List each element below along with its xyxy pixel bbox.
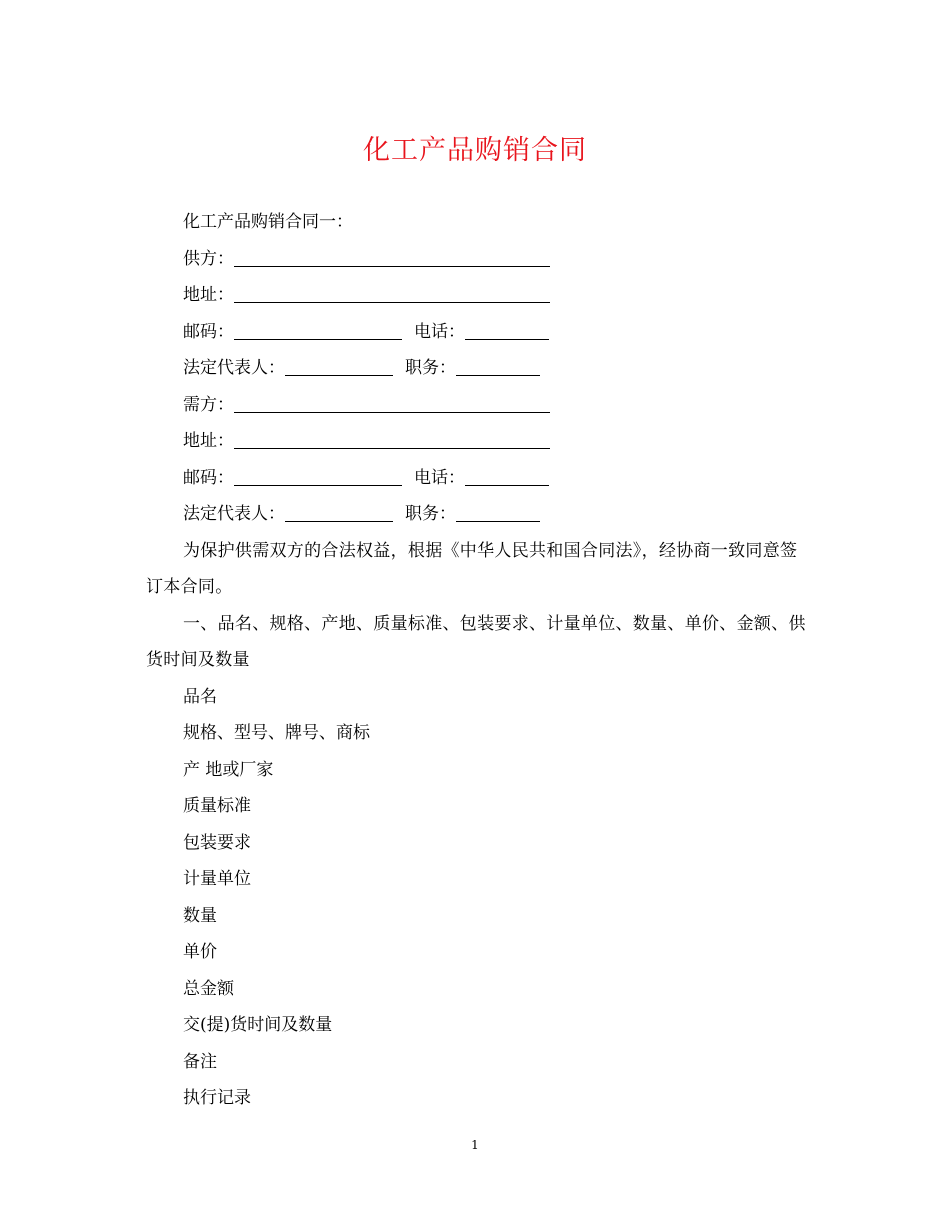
item-line: 包装要求 xyxy=(183,832,251,853)
supplier-contact-row xyxy=(146,314,806,351)
item-line: 计量单位 xyxy=(183,869,251,889)
item-line: 备注 xyxy=(183,1051,217,1072)
document-body xyxy=(146,204,806,1117)
item-line: 数量 xyxy=(183,905,217,926)
item-line: 产 地或厂家 xyxy=(183,759,274,780)
item-line: 品名 xyxy=(183,686,217,707)
supplier-rep-label: 法定代表人： xyxy=(183,358,285,378)
buyer-postcode-blank xyxy=(234,467,402,486)
preamble-paragraph: 为保护供需双方的合法权益，根据《中华人民共和国合同法》，经协商一致同意签订本合同。 xyxy=(146,540,798,597)
buyer-rep-blank xyxy=(285,503,393,522)
buyer-phone-label: 电话： xyxy=(414,467,465,488)
supplier-position-blank xyxy=(456,357,540,376)
buyer-phone-blank xyxy=(465,467,549,486)
item-line: 总金额 xyxy=(183,978,234,999)
supplier-rep-blank xyxy=(285,357,393,376)
buyer-postcode-label: 邮码： xyxy=(183,467,234,488)
supplier-address-row xyxy=(146,277,806,314)
item-line: 交(提)货时间及数量 xyxy=(183,1015,333,1035)
buyer-position-label: 职务： xyxy=(405,504,456,524)
buyer-name-label: 需方： xyxy=(183,394,234,415)
supplier-name-label: 供方： xyxy=(183,248,234,269)
page-number: 1 xyxy=(471,1138,479,1152)
supplier-position-label: 职务： xyxy=(405,358,456,378)
buyer-name-blank xyxy=(234,394,550,413)
buyer-rep-label: 法定代表人： xyxy=(183,504,285,524)
supplier-name-blank xyxy=(234,248,550,267)
supplier-phone-label: 电话： xyxy=(414,321,465,342)
buyer-rep-row xyxy=(146,496,806,533)
item-line: 执行记录 xyxy=(183,1088,251,1108)
supplier-phone-blank xyxy=(465,321,549,340)
supplier-name-row xyxy=(146,241,806,278)
supplier-postcode-blank xyxy=(234,321,402,340)
item-line: 质量标准 xyxy=(183,796,251,816)
item-line: 单价 xyxy=(183,942,217,962)
buyer-contact-row xyxy=(146,460,806,497)
document-title: 化工产品购销合同 xyxy=(363,135,587,166)
item-line: 规格、型号、牌号、商标 xyxy=(183,723,370,743)
buyer-address-blank xyxy=(234,430,550,449)
supplier-address-label: 地址： xyxy=(183,285,234,305)
supplier-address-blank xyxy=(234,284,550,303)
subtitle: 化工产品购销合同一： xyxy=(183,212,353,232)
supplier-rep-row xyxy=(146,350,806,387)
buyer-position-blank xyxy=(456,503,540,522)
buyer-address-label: 地址： xyxy=(183,431,234,451)
buyer-name-row xyxy=(146,387,806,424)
supplier-postcode-label: 邮码： xyxy=(183,321,234,342)
buyer-address-row xyxy=(146,423,806,460)
clause-1-paragraph: 一、品名、规格、产地、质量标准、包装要求、计量单位、数量、单价、金额、供货时间及数量 xyxy=(146,613,806,670)
